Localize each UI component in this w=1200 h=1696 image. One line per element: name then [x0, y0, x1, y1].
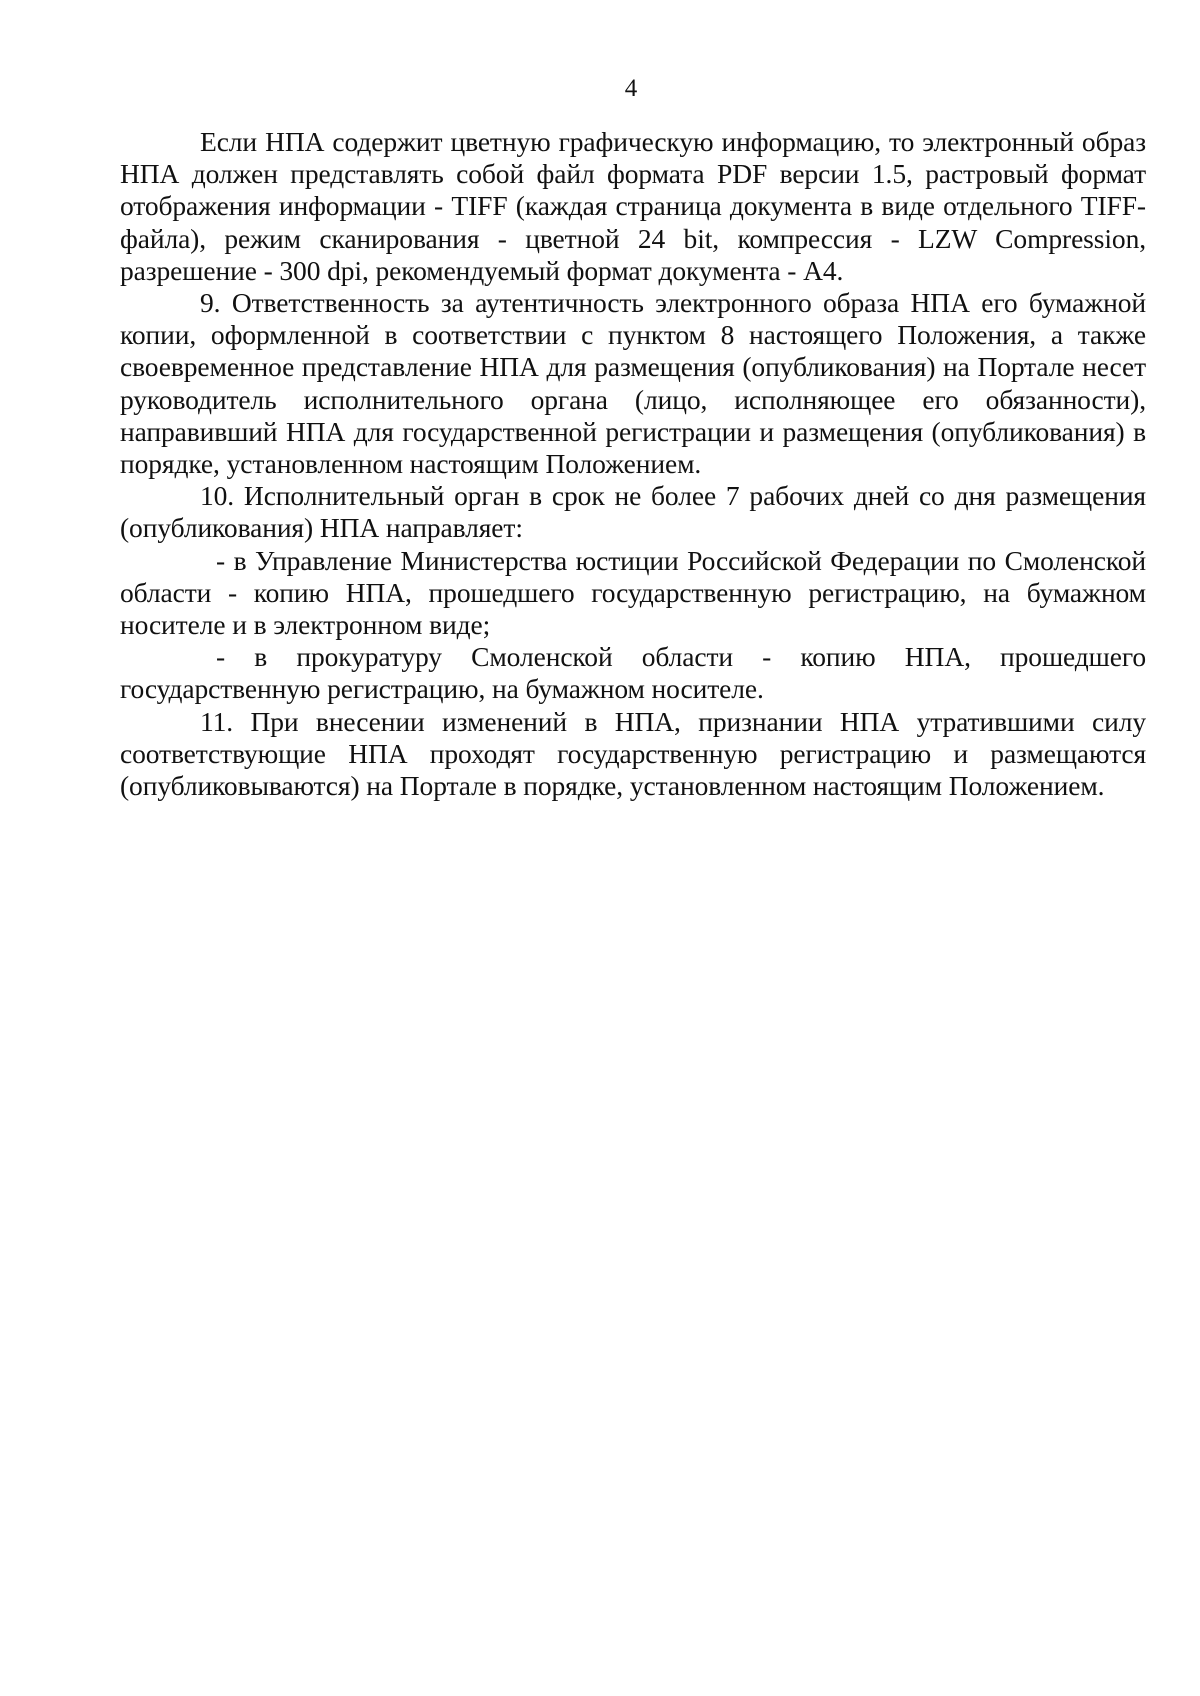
paragraph-9-responsibility: 9. Ответственность за аутентичность электронного образа НПА его бумажной копии, оформленной в соответствии с пунктом 8 настоящего Положения, а также своевременное представление НПА для размещения (опубликования) на Портале несет руководитель исполнительного органа (лицо, исполняющее его обязанности), направивший НПА для государственной регистрации и размещения (опубликования) в порядке, установленном настоящим Положением.	[120, 287, 1146, 480]
page-number: 4	[624, 75, 638, 102]
bullet-prosecutor-office: - в прокуратуру Смоленской области - копию НПА, прошедшего государственную регистрацию, на бумажном носителе.	[120, 641, 1146, 705]
bullet-justice-ministry: - в Управление Министерства юстиции Российской Федерации по Смоленской области - копию НПА, прошедшего государственную регистрацию, на бумажном носителе и в электронном виде;	[120, 544, 1146, 641]
document-body	[120, 126, 1146, 802]
paragraph-11-amendments: 11. При внесении изменений в НПА, признании НПА утратившими силу соответствующие НПА проходят государственную регистрацию и размещаются (опубликовываются) на Портале в порядке, установленном настоящим Положением.	[120, 705, 1146, 802]
paragraph-10-submission: 10. Исполнительный орган в срок не более 7 рабочих дней со дня размещения (опубликования) НПА направляет:	[120, 480, 1146, 544]
paragraph-color-graphics: Если НПА содержит цветную графическую информацию, то электронный образ НПА должен представлять собой файл формата PDF версии 1.5, растровый формат отображения информации - TIFF (каждая страница документа в виде отдельного TIFF-файла), режим сканирования - цветной 24 bit, компрессия - LZW Compression, разрешение - 300 dpi, рекомендуемый формат документа - А4.	[120, 126, 1146, 286]
